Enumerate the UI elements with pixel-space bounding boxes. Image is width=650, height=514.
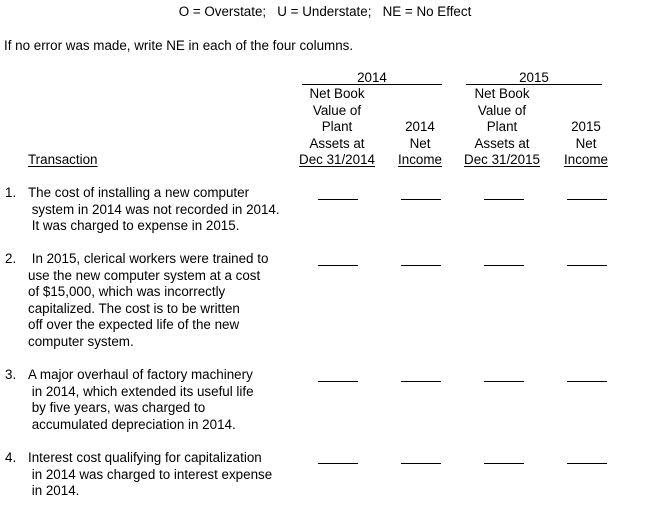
column-header-line [556,86,616,103]
answer-blank[interactable] [484,199,524,200]
description-line: capitalized. The cost is to be written [28,300,240,316]
transaction-description [28,251,318,350]
answer-blank[interactable] [567,199,607,200]
description-line: The cost of installing a new computer [28,185,250,200]
transaction-description [28,367,318,433]
column-header-line: Value of [312,102,362,118]
column-header-line: 2015 [571,119,601,134]
column-header-line: 2014 [405,119,435,134]
column-header-underlined: Dec 31/2015 [464,152,540,167]
description-line: Interest cost qualifying for capitalization [28,450,262,465]
answer-blank[interactable] [567,463,607,464]
column-header-line: Assets at [309,135,365,151]
column-header-line: Plant [321,119,353,134]
column-header-nbv-2015 [457,86,547,169]
description-line: system in 2014 was not recorded in 2014. [28,201,280,217]
description-line: of $15,000, which was incorrectly [28,284,226,299]
column-header-underlined: Dec 31/2014 [299,152,375,167]
transaction-header: Transaction [28,152,98,167]
year-rule-2014 [302,84,442,85]
answer-blank[interactable] [401,381,441,382]
description-line: in 2014, which extended its useful life [28,383,254,399]
column-header-line: Net [575,135,597,151]
transaction-number: 2. [5,251,17,266]
column-header-line: Assets at [474,135,530,151]
description-line: accumulated depreciation in 2014. [28,416,236,432]
description-line: off over the expected life of the new [28,317,240,332]
column-header-line: Net Book [309,86,365,101]
column-header-line: Net Book [474,86,530,101]
description-line: A major overhaul of factory machinery [28,367,253,382]
column-header-underlined: Income [398,152,442,167]
column-header-line: Value of [477,102,527,118]
answer-blank[interactable] [401,463,441,464]
answer-blank[interactable] [401,265,441,266]
answer-blank[interactable] [318,265,358,266]
description-line: computer system. [28,333,134,349]
description-line: in 2014. [28,483,80,498]
transaction-number: 3. [5,367,17,382]
instruction: If no error was made, write NE in each of the four columns. [4,38,354,53]
description-line: It was charged to expense in 2015. [28,218,240,233]
year-header-2015: 2015 [519,70,549,85]
answer-blank[interactable] [484,265,524,266]
answer-blank[interactable] [318,463,358,464]
column-header-line [390,103,450,120]
year-header-2014: 2014 [357,70,387,85]
column-header-ni-2015 [556,86,616,169]
description-line: in 2014 was charged to interest expense [28,466,273,482]
column-header-underlined: Income [564,152,608,167]
transaction-description [28,185,318,235]
answer-blank[interactable] [567,381,607,382]
column-header-ni-2014 [390,86,450,169]
answer-blank[interactable] [567,265,607,266]
legend: O = Overstate; U = Understate; NE = No Effect [178,4,472,19]
description-line: by five years, was charged to [28,400,206,415]
transaction-number: 1. [5,185,17,200]
column-header-line [390,86,450,103]
answer-blank[interactable] [484,381,524,382]
description-line: use the new computer system at a cost [28,267,261,283]
answer-blank[interactable] [318,381,358,382]
column-header-line: Net [409,135,431,151]
year-rule-2015 [466,84,602,85]
answer-blank[interactable] [401,199,441,200]
description-line: In 2015, clerical workers were trained to [28,251,269,266]
transaction-number: 4. [5,450,17,465]
answer-blank[interactable] [484,463,524,464]
column-header-line: Plant [486,119,518,134]
column-header-nbv-2014 [292,86,382,169]
answer-blank[interactable] [318,199,358,200]
column-header-line [556,103,616,120]
transaction-description [28,450,318,500]
